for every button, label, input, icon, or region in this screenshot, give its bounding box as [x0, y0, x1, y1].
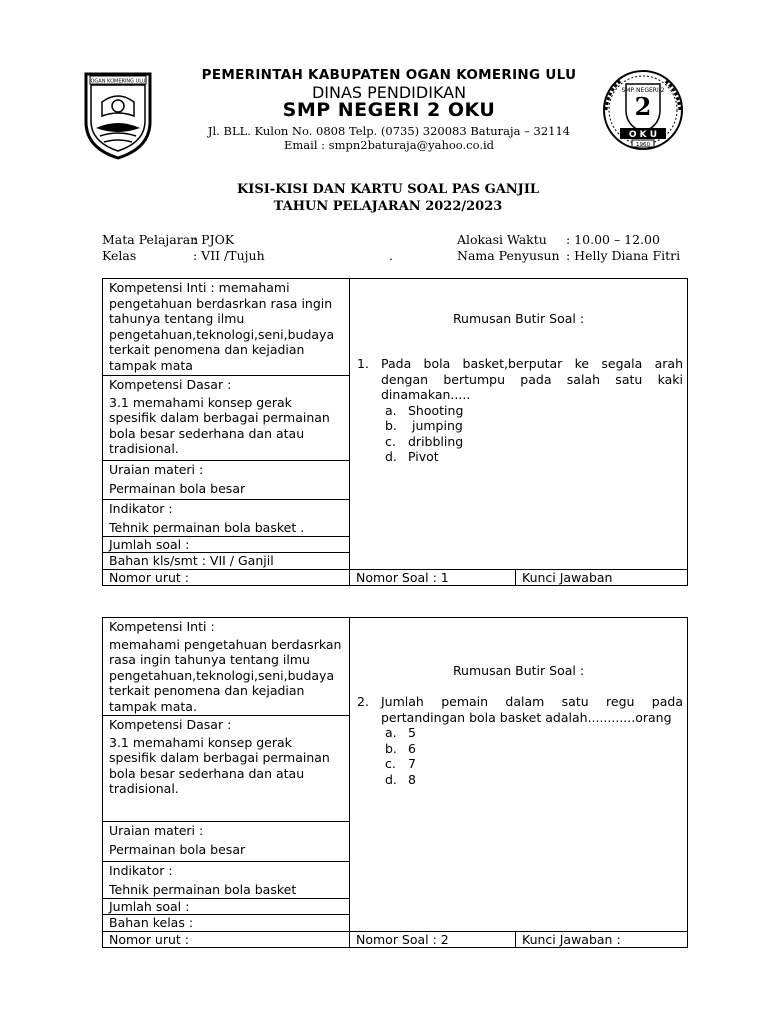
order-number-text: Nomor urut : [109, 570, 190, 585]
indicator-cell [103, 500, 350, 537]
option-text: Pivot [408, 449, 439, 464]
order-number-text: Nomor urut : [109, 932, 190, 947]
option-letter: d. [385, 771, 397, 787]
option-c [385, 756, 683, 772]
question-number-cell [350, 932, 516, 948]
indicator-text: Tehnik permainan bola basket . [109, 519, 305, 535]
header-school-name: SMP NEGERI 2 OKU [282, 99, 496, 121]
basic-competence-label: Kompetensi Dasar : [109, 717, 232, 732]
header-government: PEMERINTAH KABUPATEN OGAN KOMERING ULU [201, 67, 577, 83]
logo-left-caption: OGAN KOMERING ULU [90, 78, 146, 85]
material-cell [103, 822, 350, 862]
author-value: : Helly Diana Fitri [566, 248, 681, 263]
meta-dot: . [389, 248, 393, 263]
option-b [385, 741, 683, 757]
material-text: Permainan bola besar [109, 480, 246, 496]
option-text: Shooting [408, 402, 464, 418]
option-letter: b. [385, 740, 397, 756]
class-value: : VII /Tujuh [193, 248, 265, 263]
indicator-label: Indikator : [109, 501, 173, 516]
basic-competence-cell [103, 716, 350, 822]
answer-key-text: Kunci Jawaban [522, 570, 613, 585]
answer-key-cell [516, 932, 687, 948]
question-count-cell [103, 899, 350, 915]
header-agency: DINAS PENDIDIKAN [311, 83, 467, 102]
option-a [385, 403, 683, 419]
material-level-text: Bahan kls/smt : VII / Ganjil [109, 553, 274, 568]
option-a [385, 725, 683, 741]
core-competence-cell [103, 618, 350, 716]
question-count-text: Jumlah soal : [109, 899, 190, 914]
question-number-text: Nomor Soal : 2 [356, 932, 449, 947]
option-text: dribbling [408, 433, 464, 449]
basic-competence-text: 3.1 memahami konsep gerak spesifik dalam berbagai permainan bola besar sederhana dan atau tradisional. [109, 734, 330, 796]
answer-key-cell [516, 570, 687, 586]
question-number-text: Nomor Soal : 1 [356, 570, 449, 585]
option-letter: d. [385, 449, 397, 464]
core-competence-cell [103, 279, 350, 376]
option-text: jumping [408, 418, 463, 433]
option-c [385, 434, 683, 450]
question-count-text: Jumlah soal : [109, 537, 190, 552]
logo-right-oku: O K U [628, 130, 658, 140]
material-cell [103, 461, 350, 500]
document-subtitle: TAHUN PELAJARAN 2022/2023 [273, 199, 503, 214]
question-text: Jumlah pemain dalam satu regu pada pertandingan bola basket adalah............orang [381, 694, 683, 725]
card-footer-row [103, 931, 687, 948]
svg-text:2: 2 [634, 92, 652, 121]
answer-key-text: Kunci Jawaban : [522, 932, 621, 947]
regency-logo [82, 70, 154, 160]
question-number-cell [350, 570, 516, 586]
option-text: 6 [408, 740, 416, 756]
question-block [357, 356, 683, 465]
option-text: 5 [408, 725, 416, 740]
question-card-2 [102, 617, 688, 948]
logo-right-year: 1960 [636, 142, 650, 148]
author-label: Nama Penyusun [457, 248, 560, 263]
material-level-cell [103, 915, 350, 931]
option-letter: a. [385, 725, 397, 740]
material-text: Permainan bola besar [109, 841, 246, 857]
indicator-cell [103, 862, 350, 899]
option-letter: a. [385, 402, 397, 418]
subject-value: : PJOK [193, 232, 235, 247]
core-competence-label: Kompetensi Inti : [109, 619, 215, 634]
option-d [385, 449, 683, 465]
basic-competence-text: 3.1 memahami konsep gerak spesifik dalam berbagai permainan bola besar sederhana dan atau tradisional. [109, 394, 330, 456]
material-level-text: Bahan kelas : [109, 915, 194, 930]
subject-label: Mata Pelajaran [102, 232, 199, 247]
material-label: Uraian materi : [109, 462, 204, 477]
question-formulation-label: Rumusan Butir Soal : [452, 311, 585, 326]
question-count-cell [103, 537, 350, 553]
question-number: 2. [357, 694, 369, 709]
logo-right-caption: SMP NEGERI 2 [621, 87, 665, 94]
indicator-label: Indikator : [109, 863, 173, 878]
material-label: Uraian materi : [109, 823, 204, 838]
indicator-text: Tehnik permainan bola basket [109, 881, 297, 897]
option-letter: c. [385, 756, 396, 771]
order-number-cell [103, 570, 350, 586]
question-card-1 [102, 278, 688, 586]
card-footer-row [103, 569, 687, 586]
header-email: Email : smpn2baturaja@yahoo.co.id [283, 138, 495, 152]
class-label: Kelas [102, 248, 137, 263]
question-number: 1. [357, 356, 369, 371]
option-text: 8 [408, 771, 416, 787]
time-label: Alokasi Waktu [457, 232, 547, 247]
basic-competence-cell [103, 376, 350, 461]
core-competence-text: memahami pengetahuan berdasrkan rasa ingin tahunya tentang ilmu pengetahuan,teknologi,seni,budaya terkait penomena dan kejadian tampak mata. [109, 636, 342, 714]
question-text: Pada bola basket,berputar ke segala arah dengan bertumpu pada salah satu kaki dinamakan..... [381, 356, 683, 402]
time-value: : 10.00 – 12.00 [566, 232, 660, 247]
option-d [385, 772, 683, 788]
document-title: KISI-KISI DAN KARTU SOAL PAS GANJIL [236, 182, 540, 197]
header-address: Jl. BLL. Kulon No. 0808 Telp. (0735) 320083 Baturaja – 32114 [207, 124, 571, 138]
option-text: 7 [408, 756, 416, 771]
question-block [357, 694, 683, 787]
basic-competence-label: Kompetensi Dasar : [109, 377, 232, 392]
order-number-cell [103, 932, 350, 948]
option-letter: b. [385, 418, 397, 433]
option-b [385, 418, 683, 434]
option-letter: c. [385, 433, 396, 449]
core-competence-text: Kompetensi Inti : memahami pengetahuan berdasrkan rasa ingin tahunya tentang ilmu pengetahuan,teknologi,seni,budaya terkait penomena dan kejadian tampak mata [109, 280, 335, 373]
material-level-cell [103, 553, 350, 569]
question-formulation-label: Rumusan Butir Soal : [452, 663, 585, 678]
